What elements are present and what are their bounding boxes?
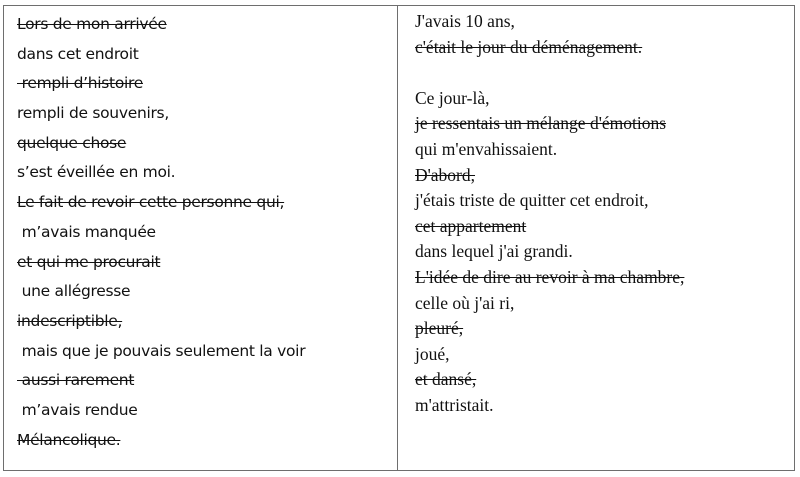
left-line: rempli de souvenirs, bbox=[17, 104, 169, 123]
left-line-struck: et qui me procurait bbox=[17, 252, 161, 271]
right-line: j'étais triste de quitter cet endroit, bbox=[415, 190, 649, 211]
left-line-struck: rempli d’histoire bbox=[17, 74, 143, 93]
left-line: m’avais manquée bbox=[17, 222, 156, 241]
left-line-struck: aussi rarement bbox=[17, 371, 135, 390]
right-column-cell bbox=[398, 6, 794, 470]
left-column-cell bbox=[4, 6, 398, 470]
right-line: qui m'envahissaient. bbox=[415, 138, 558, 159]
left-line: s’est éveillée en moi. bbox=[17, 163, 176, 182]
right-line-struck: pleuré, bbox=[415, 318, 464, 339]
left-line-struck: indescriptible, bbox=[17, 311, 123, 330]
right-line-struck: cet appartement bbox=[415, 215, 527, 236]
right-line-struck: D'abord, bbox=[415, 164, 476, 185]
left-line-struck: Mélancolique. bbox=[17, 430, 121, 449]
left-line: mais que je pouvais seulement la voir bbox=[17, 341, 306, 360]
right-line: Ce jour-là, bbox=[415, 87, 490, 108]
right-line: m'attristait. bbox=[415, 394, 494, 415]
left-line: dans cet endroit bbox=[17, 44, 139, 63]
right-line: joué, bbox=[415, 343, 450, 364]
left-line-struck: Le fait de revoir cette personne qui, bbox=[17, 193, 285, 212]
left-line: m’avais rendue bbox=[17, 400, 138, 419]
blank-line bbox=[415, 60, 794, 86]
left-line-struck: Lors de mon arrivée bbox=[17, 15, 167, 33]
two-column-poem-table bbox=[3, 5, 795, 471]
right-line: J'avais 10 ans, bbox=[415, 11, 515, 31]
left-line-struck: quelque chose bbox=[17, 133, 127, 152]
left-line: une allégresse bbox=[17, 282, 131, 301]
right-line-struck: L'idée de dire au revoir à ma chambre, bbox=[415, 266, 685, 287]
right-line-struck: je ressentais un mélange d'émotions bbox=[415, 113, 667, 134]
right-line-struck: c'était le jour du déménagement. bbox=[415, 36, 643, 57]
right-line: celle où j'ai ri, bbox=[415, 292, 515, 313]
right-line: dans lequel j'ai grandi. bbox=[415, 241, 573, 262]
right-line-struck: et dansé, bbox=[415, 369, 477, 390]
